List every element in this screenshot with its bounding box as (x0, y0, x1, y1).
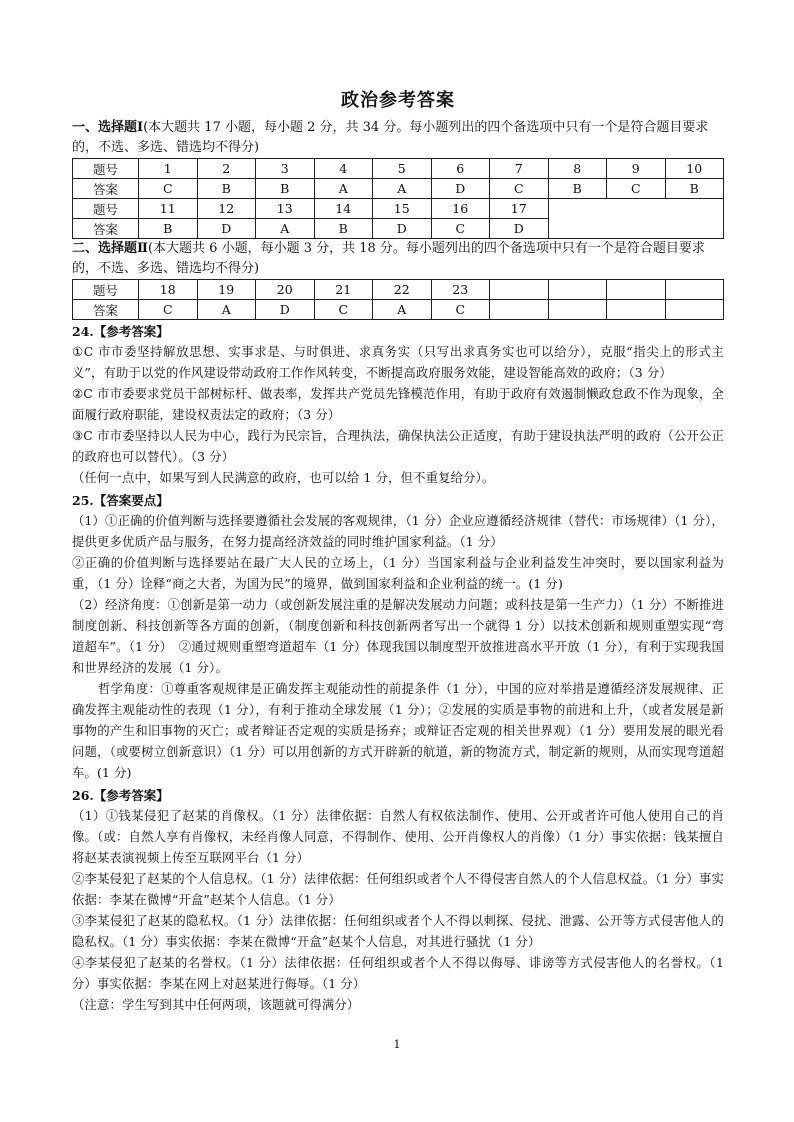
q26-point-4: ④李某侵犯了赵某的名誉权。（1 分）法律依据：任何组织或者个人不得以侮辱、诽谤等方式侵害他人的名誉权。（1 分）事实依据：李某在网上对赵某进行侮辱。（1 分） (72, 956, 724, 991)
question-number: 11 (139, 199, 198, 219)
answer-cell: C (431, 219, 490, 239)
q25-heading: 25.【答案要点】 (72, 493, 169, 508)
section2-answer-table (72, 279, 724, 320)
question-number: 1 (139, 159, 198, 179)
empty-cell (548, 280, 607, 300)
answer-sheet (72, 86, 724, 1016)
row-label: 题号 (73, 199, 139, 219)
table-row (73, 300, 724, 320)
section1-heading-bold: 一、选择题Ⅰ (72, 120, 144, 135)
question-number: 15 (373, 199, 432, 219)
table-row (73, 280, 724, 300)
answer-cell: B (139, 219, 198, 239)
q26-heading: 26.【参考答案】 (72, 788, 169, 803)
question-number: 5 (373, 159, 432, 179)
answer-cell: C (431, 300, 490, 320)
question-number: 19 (197, 280, 256, 300)
answer-cell: D (197, 219, 256, 239)
question-number: 17 (490, 199, 549, 219)
q25-part2-philosophy: 哲学角度：①尊重客观规律是正确发挥主观能动性的前提条件（1 分），中国的应对举措是遵循经济发展规律、正确发挥主观能动性的表现（1 分），有利于推动全球发展（1 分）；②发展的实质是事物的前进和上升，（或者发展是新事物的产生和旧事物的灭亡；或者辩证否定观的实质是扬弃；或辩证否定观的相关世界观）（1 分）要用发展的眼光看问题，（或要树立创新意识）（1 分）可以用创新的方式开辟新的航道，新的物流方式，制定新的规则，从而实现弯道超车。(1 分) (72, 682, 724, 780)
answer-cell: A (314, 179, 373, 199)
empty-cell (607, 300, 666, 320)
question-number: 6 (431, 159, 490, 179)
q24-note: （任何一点中，如果写到人民满意的政府，也可以给 1 分，但不重复给分）。 (72, 471, 495, 485)
q24-heading: 24.【参考答案】 (72, 324, 169, 339)
answer-cell: C (490, 179, 549, 199)
answer-cell: A (256, 219, 315, 239)
question-number: 14 (314, 199, 373, 219)
q25-part1-point2: ②正确的价值判断与选择要站在最广大人民的立场上，（1 分）当国家利益与企业利益发生冲突时，要以国家利益为重，（1 分）诠释“商之大者，为国为民”的境界，做到国家利益和企业利益的统一。(1 分) (72, 556, 724, 591)
question-number: 7 (490, 159, 549, 179)
page-number: 1 (393, 1038, 401, 1051)
empty-cell (665, 280, 724, 300)
answer-cell: D (490, 219, 549, 239)
question-number: 12 (197, 199, 256, 219)
answer-cell: D (256, 300, 315, 320)
question-number: 10 (665, 159, 724, 179)
question-number: 8 (548, 159, 607, 179)
section1-heading-rest: (本大题共 17 小题，每小题 2 分，共 34 分。每小题列出的四个备选项中只有一个是符合题目要求的，不选、多选、错选均不得分) (72, 120, 709, 155)
answer-cell: C (139, 300, 198, 320)
empty-cell (490, 300, 549, 320)
question-number: 3 (256, 159, 315, 179)
section2-heading-bold: 二、选择题Ⅱ (72, 241, 148, 256)
q24-point-3: ③C 市市委坚持以人民为中心，践行为民宗旨，合理执法，确保执法公正适度，有助于建设执法严明的政府（公开公正的政府也可以替代）。（3 分） (72, 429, 724, 464)
table-row (73, 159, 724, 179)
section1-heading (72, 118, 724, 158)
answer-cell: D (431, 179, 490, 199)
row-label: 答案 (73, 219, 139, 239)
answer-cell: C (314, 300, 373, 320)
table-row (73, 199, 724, 219)
row-label: 题号 (73, 280, 139, 300)
row-label: 答案 (73, 179, 139, 199)
row-label: 答案 (73, 300, 139, 320)
answer-cell: D (373, 219, 432, 239)
answer-cell: B (665, 179, 724, 199)
q24-point-1: ①C 市市委坚持解放思想、实事求是、与时俱进、求真务实（只写出求真务实也可以给分），克服“指尖上的形式主义”，有助于以党的作风建设带动政府工作作风转变，不断提高政府服务效能，建设智能高效的政府；（3 分） (72, 345, 724, 380)
question-number: 9 (607, 159, 666, 179)
q26-point-2: ②李某侵犯了赵某的个人信息权。（1 分）法律依据：任何组织或者个人不得侵害自然人的个人信息权益。（1 分）事实依据：李某在微博“开盒”赵某个人信息。（1 分） (72, 872, 724, 907)
question-number: 2 (197, 159, 256, 179)
answer-cell: A (197, 300, 256, 320)
answer-cell: C (139, 179, 198, 199)
empty-cell (490, 280, 549, 300)
question-number: 13 (256, 199, 315, 219)
section1-answer-table (72, 158, 724, 239)
answer-cell: B (314, 219, 373, 239)
q26-note: （注意：学生写到其中任何两项，该题就可得满分） (72, 998, 360, 1012)
answer-cell: C (607, 179, 666, 199)
section2-heading-rest: (本大题共 6 小题，每小题 3 分，共 18 分。每小题列出的四个备选项中只有一个是符合题目要求的，不选、多选、错选均不得分) (72, 241, 705, 276)
answer-cell: B (197, 179, 256, 199)
question-number: 18 (139, 280, 198, 300)
question-number: 21 (314, 280, 373, 300)
empty-cell (607, 280, 666, 300)
answer-cell: A (373, 179, 432, 199)
question-number: 16 (431, 199, 490, 219)
answer-cell: B (256, 179, 315, 199)
q26-point-3: ③李某侵犯了赵某的隐私权。（1 分）法律依据：任何组织或者个人不得以刺探、侵扰、泄露、公开等方式侵害他人的隐私权。（1 分）事实依据：李某在微博“开盒”赵某个人信息，对其进行骚扰（1 分） (72, 914, 724, 949)
section2-heading (72, 239, 724, 279)
question-number: 4 (314, 159, 373, 179)
empty-cell (548, 199, 724, 239)
empty-cell (665, 300, 724, 320)
question-number: 23 (431, 280, 490, 300)
q26-point-1: （1）①钱某侵犯了赵某的肖像权。（1 分）法律依据：自然人有权依法制作、使用、公开或者许可他人使用自己的肖像。（或：自然人享有肖像权，未经肖像人同意，不得制作、使用、公开肖像权人的肖像）（1 分）事实依据：钱某擅自将赵某表演视频上传至互联网平台（1 分） (72, 809, 724, 865)
empty-cell (548, 300, 607, 320)
table-row (73, 179, 724, 199)
answer-cell: B (548, 179, 607, 199)
answer-cell: A (373, 300, 432, 320)
q25-part2-economic: （2）经济角度：①创新是第一动力（或创新发展注重的是解决发展动力问题；或科技是第一生产力）（1 分）不断推进制度创新、科技创新等各方面的创新，（制度创新和科技创新两者写出一个就得 1 分）以技术创新和规则重塑实现“弯道超车”。（1 分） ②通过规则重塑弯道超车（1 分）体现我国以制度型开放推进高水平开放（1 分），有利于实现我国和世界经济的发展（1 分）。 (72, 598, 724, 675)
question-number: 20 (256, 280, 315, 300)
question-number: 22 (373, 280, 432, 300)
row-label: 题号 (73, 159, 139, 179)
q24-point-2: ②C 市市委要求党员干部树标杆、做表率，发挥共产党员先锋模范作用，有助于政府有效遏制懒政怠政不作为现象，全面履行政府职能，建设权责法定的政府；（3 分） (72, 387, 724, 422)
q25-part1-point1: （1）①正确的价值判断与选择要遵循社会发展的客观规律，（1 分）企业应遵循经济规律（替代：市场规律）（1 分），提供更多优质产品与服务，在努力提高经济效益的同时维护国家利益。（1 分） (72, 514, 724, 549)
page-title: 政治参考答案 (341, 90, 455, 111)
